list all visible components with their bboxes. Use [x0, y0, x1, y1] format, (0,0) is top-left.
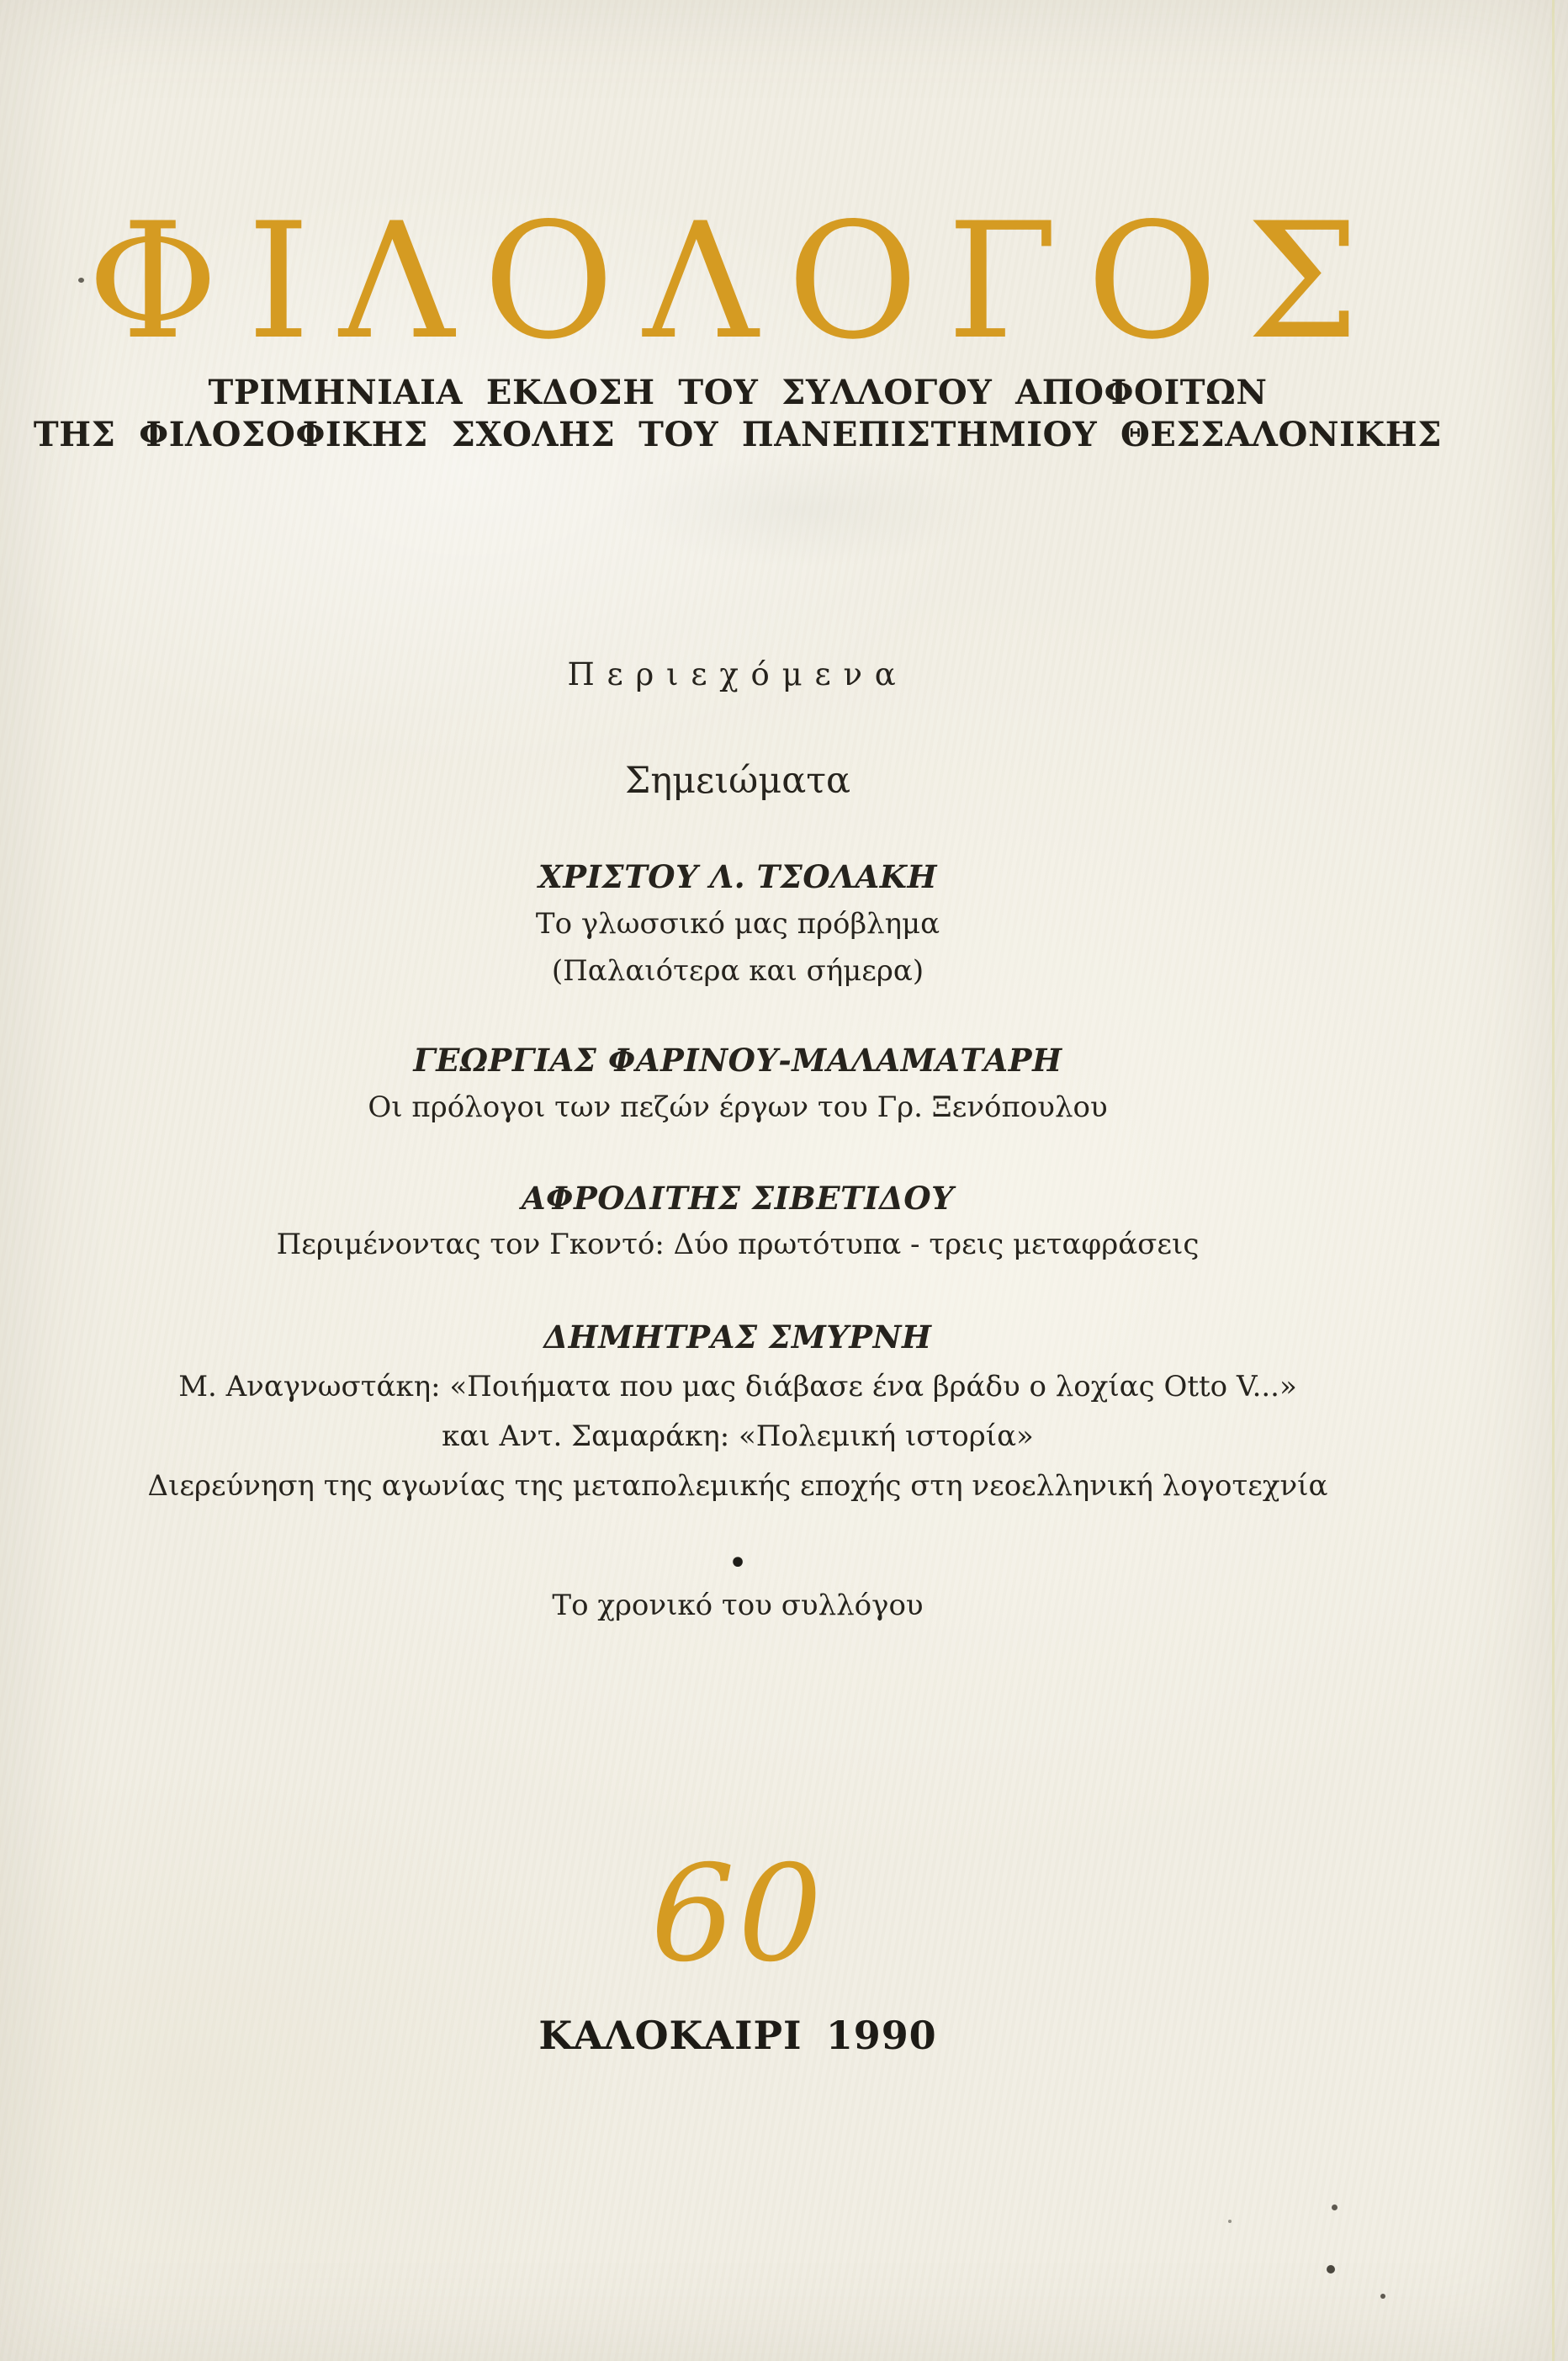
- paper-speck: [78, 278, 84, 283]
- article-author: ΔΗΜΗΤΡΑΣ ΣΜΥΡΝΗ: [543, 1318, 932, 1356]
- article-title-line: Περιμένοντας τον Γκοντό: Δύο πρωτότυπα - τρεις μεταφράσεις: [276, 1228, 1200, 1261]
- article-author: ΑΦΡΟΔΙΤΗΣ ΣΙΒΕΤΙΔΟΥ: [521, 1180, 955, 1217]
- article-title-line: και Αντ. Σαμαράκη: «Πολεμική ιστορία»: [442, 1419, 1034, 1453]
- article-title-line: Το γλωσσικό μας πρόβλημα: [535, 907, 940, 941]
- contents-item-notes: Σημειώματα: [624, 760, 851, 802]
- journal-title: ΦΙΛΟΛΟΓΟΣ: [87, 188, 1389, 374]
- paper-speck: [1380, 2294, 1385, 2299]
- journal-subtitle: [0, 372, 1475, 456]
- journal-subtitle-line-1: ΤΡΙΜΗΝΙΑΙΑ ΕΚΔΟΣΗ ΤΟΥ ΣΥΛΛΟΓΟΥ ΑΠΟΦΟΙΤΩΝ: [208, 373, 1268, 412]
- contents-item-chronicle: Το χρονικό του συλλόγου: [552, 1589, 924, 1622]
- article-block: [0, 1313, 1475, 1511]
- issue-season: ΚΑΛΟΚΑΙΡΙ 1990: [538, 2013, 937, 2058]
- article-block: [0, 1037, 1475, 1131]
- article-block: [0, 1175, 1475, 1268]
- article-title-line: Οι πρόλογοι των πεζών έργων του Γρ. Ξενόπουλου: [368, 1090, 1108, 1124]
- journal-subtitle-line-2: ΤΗΣ ΦΙΛΟΣΟΦΙΚΗΣ ΣΧΟΛΗΣ ΤΟΥ ΠΑΝΕΠΙΣΤΗΜΙΟΥ ΘΕΣΣΑΛΟΝΙΚΗΣ: [33, 415, 1443, 454]
- article-title-line: (Παλαιότερα και σήμερα): [551, 954, 924, 988]
- contents-heading: Περιεχόμενα: [567, 656, 908, 692]
- article-title-line: Διερεύνηση της αγωνίας της μεταπολεμικής εποχής στη νεοελληνική λογοτεχνία: [147, 1469, 1328, 1503]
- issue-number: 60: [650, 1837, 825, 1992]
- article-title-line: Μ. Αναγνωστάκη: «Ποιήματα που μας διάβασε ένα βράδυ ο λοχίας Otto V...»: [178, 1370, 1297, 1403]
- article-author: ΧΡΙΣΤΟΥ Λ. ΤΣΟΛΑΚΗ: [538, 858, 937, 895]
- bullet-separator: •: [728, 1544, 748, 1583]
- article-author: ΓΕΩΡΓΙΑΣ ΦΑΡΙΝΟΥ-ΜΑΛΑΜΑΤΑΡΗ: [413, 1042, 1062, 1079]
- paper-speck: [1332, 2204, 1338, 2210]
- scan-edge-line: [1552, 0, 1555, 2361]
- paper-speck: [1228, 2220, 1232, 2223]
- paper-speck: [1327, 2265, 1335, 2273]
- article-block: [0, 853, 1475, 995]
